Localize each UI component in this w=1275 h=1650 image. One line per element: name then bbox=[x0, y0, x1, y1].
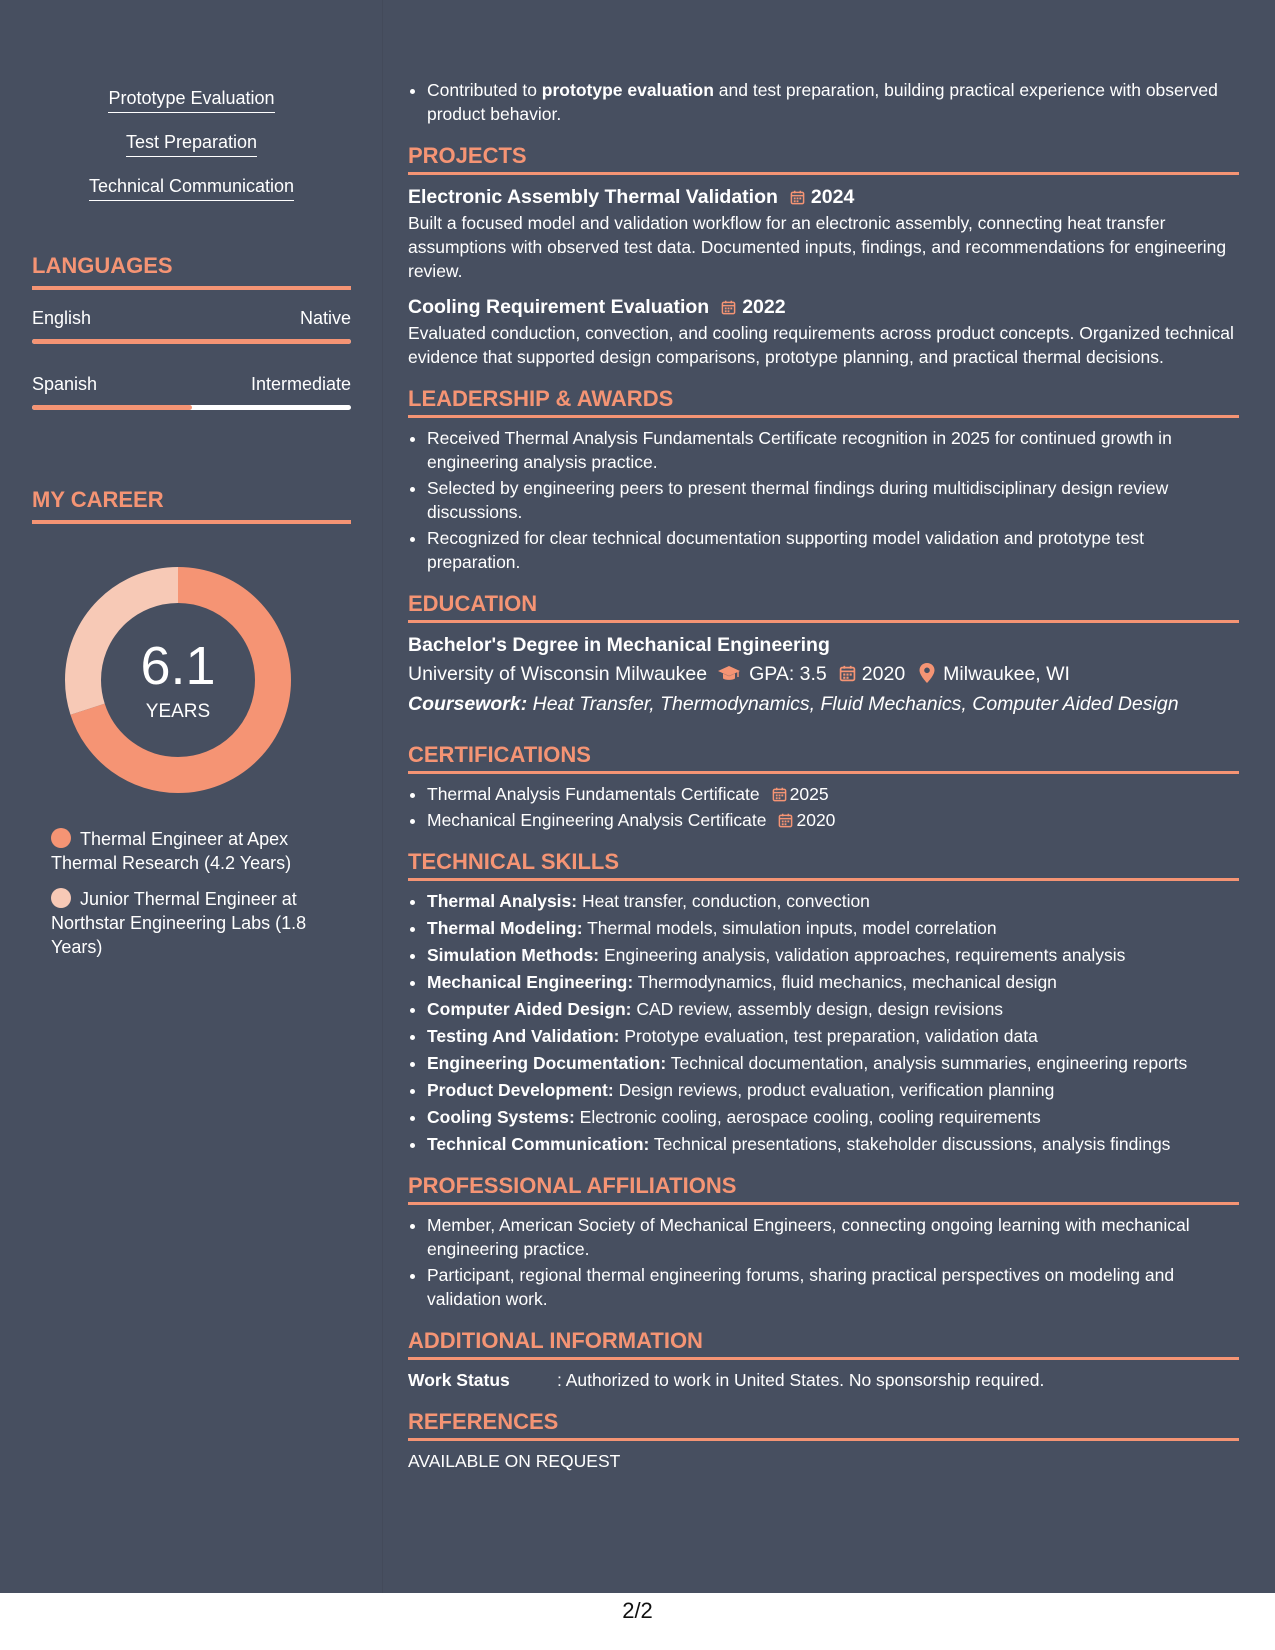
career-total-years: 6.1 bbox=[140, 636, 216, 696]
skill-tag: Technical Communication bbox=[89, 174, 294, 201]
work-status-label: Work Status bbox=[408, 1370, 510, 1390]
graduation-cap-icon bbox=[717, 665, 741, 683]
skill-label: Simulation Methods: bbox=[427, 945, 600, 965]
career-legend bbox=[32, 827, 321, 959]
section-title: PROFESSIONAL AFFILIATIONS bbox=[408, 1172, 1239, 1205]
leadership-section bbox=[408, 385, 1239, 574]
skill-value: Engineering analysis, validation approaches, requirements analysis bbox=[599, 945, 1126, 965]
section-title: CERTIFICATIONS bbox=[408, 741, 1239, 774]
project-name: Cooling Requirement Evaluation bbox=[408, 296, 710, 318]
skill-value: Technical documentation, analysis summaries, engineering reports bbox=[666, 1053, 1188, 1073]
skill-item bbox=[427, 916, 1239, 940]
skill-value: Thermodynamics, fluid mechanics, mechanical design bbox=[633, 972, 1057, 992]
coursework-label: Coursework: bbox=[408, 693, 528, 715]
affiliations-section bbox=[408, 1172, 1239, 1311]
career-legend-label: Thermal Engineer at Apex Thermal Research (4.2 Years) bbox=[51, 829, 292, 873]
sidebar bbox=[32, 0, 351, 971]
gpa: GPA: 3.5 bbox=[749, 663, 827, 685]
education-details bbox=[408, 659, 1239, 689]
certification-name: Thermal Analysis Fundamentals Certificate bbox=[427, 784, 760, 804]
skill-tag: Prototype Evaluation bbox=[108, 86, 274, 113]
skill-item bbox=[427, 1024, 1239, 1048]
section-title: EDUCATION bbox=[408, 590, 1239, 623]
career-total-unit: YEARS bbox=[145, 701, 211, 722]
school-name: University of Wisconsin Milwaukee bbox=[408, 663, 708, 685]
skill-label: Engineering Documentation: bbox=[427, 1053, 667, 1073]
leadership-bullet: • Selected by engineering peers to present thermal findings during multidisciplinary design review discussions. bbox=[427, 476, 1239, 524]
references-text: AVAILABLE ON REQUEST bbox=[408, 1451, 621, 1471]
section-title: LEADERSHIP & AWARDS bbox=[408, 385, 1239, 418]
skill-item bbox=[427, 970, 1239, 994]
skill-label: Product Development: bbox=[427, 1080, 614, 1100]
career-donut bbox=[65, 567, 291, 793]
skill-tag: Test Preparation bbox=[126, 130, 257, 157]
project-year: 2022 bbox=[742, 296, 786, 318]
project-description: Evaluated conduction, convection, and cooling requirements across product concepts. Organized technical evidence that supported design comparisons, prototype planning, and practical thermal decisions. bbox=[408, 323, 1234, 367]
skill-item bbox=[427, 1078, 1239, 1102]
column-divider bbox=[382, 0, 383, 1593]
calendar-icon bbox=[790, 190, 805, 205]
certification-year: 2020 bbox=[796, 810, 836, 830]
main-column bbox=[408, 78, 1239, 1473]
education-section bbox=[408, 590, 1239, 719]
degree-title: Bachelor's Degree in Mechanical Engineering bbox=[408, 634, 830, 656]
skill-label: Technical Communication: bbox=[427, 1134, 650, 1154]
skill-value: Technical presentations, stakeholder discussions, analysis findings bbox=[649, 1134, 1171, 1154]
additional-info-section bbox=[408, 1327, 1239, 1392]
section-title: PROJECTS bbox=[408, 142, 1239, 175]
skill-item bbox=[427, 943, 1239, 967]
graduation-year: 2020 bbox=[861, 663, 906, 685]
legend-dot-icon bbox=[51, 828, 71, 848]
leadership-bullet: • Received Thermal Analysis Fundamentals Certificate recognition in 2025 for continued growth in engineering analysis practice. bbox=[427, 426, 1239, 474]
language-name: Spanish bbox=[32, 374, 98, 394]
leadership-bullet: • Recognized for clear technical documentation supporting model validation and prototype test preparation. bbox=[427, 526, 1239, 574]
career-heading: MY CAREER bbox=[32, 486, 351, 524]
section-title: ADDITIONAL INFORMATION bbox=[408, 1327, 1239, 1360]
skill-value: Thermal models, simulation inputs, model correlation bbox=[582, 918, 997, 938]
certification-name: Mechanical Engineering Analysis Certificate bbox=[427, 810, 767, 830]
bullet-emphasis: prototype evaluation bbox=[541, 80, 714, 100]
section-title: REFERENCES bbox=[408, 1408, 1239, 1441]
project-year: 2024 bbox=[810, 186, 855, 208]
bullet-text: and test preparation, building practical experience with observed product behavior. bbox=[427, 80, 1218, 124]
skill-tags bbox=[32, 0, 351, 218]
skill-item bbox=[427, 1105, 1239, 1129]
career-section bbox=[32, 486, 351, 959]
skill-value: Prototype evaluation, test preparation, validation data bbox=[619, 1026, 1038, 1046]
project-item bbox=[408, 293, 1239, 369]
bullet-text: Contributed to bbox=[427, 80, 542, 100]
skill-value: Electronic cooling, aerospace cooling, cooling requirements bbox=[574, 1107, 1041, 1127]
legend-dot-icon bbox=[51, 888, 71, 908]
language-name: English bbox=[32, 308, 92, 328]
experience-bullet bbox=[427, 78, 1239, 126]
skill-value: Heat transfer, conduction, convection bbox=[577, 891, 870, 911]
skill-value: Design reviews, product evaluation, verification planning bbox=[613, 1080, 1055, 1100]
languages-heading: LANGUAGES bbox=[32, 252, 351, 290]
language-bar bbox=[32, 339, 351, 344]
calendar-icon bbox=[778, 813, 793, 828]
certification-year: 2025 bbox=[789, 784, 829, 804]
language-item bbox=[32, 372, 351, 410]
calendar-icon bbox=[772, 787, 787, 802]
skill-item bbox=[427, 1132, 1239, 1156]
affiliation-bullet: • Participant, regional thermal engineering forums, sharing practical perspectives on modeling and validation work. bbox=[427, 1263, 1239, 1311]
experience-continuation bbox=[408, 78, 1239, 126]
language-item bbox=[32, 306, 351, 344]
language-level: Native bbox=[299, 308, 351, 328]
skill-label: Thermal Analysis: bbox=[427, 891, 578, 911]
projects-section bbox=[408, 142, 1239, 369]
language-bar-fill bbox=[32, 339, 351, 344]
language-bar bbox=[32, 405, 351, 410]
references-section bbox=[408, 1408, 1239, 1473]
calendar-icon bbox=[839, 665, 856, 682]
technical-skills-section bbox=[408, 848, 1239, 1156]
project-description: Built a focused model and validation workflow for an electronic assembly, connecting heat transfer assumptions with observed test data. Documented inputs, findings, and recommendations for engineering review. bbox=[408, 213, 1227, 281]
project-item bbox=[408, 183, 1239, 283]
page-number: 2/2 bbox=[622, 1598, 653, 1623]
career-legend-item bbox=[51, 887, 321, 959]
skill-label: Mechanical Engineering: bbox=[427, 972, 634, 992]
work-status-row bbox=[408, 1368, 1239, 1392]
section-title: TECHNICAL SKILLS bbox=[408, 848, 1239, 881]
certification-item bbox=[427, 808, 1239, 832]
career-legend-label: Junior Thermal Engineer at Northstar Engineering Labs (1.8 Years) bbox=[51, 889, 307, 957]
language-bar-fill bbox=[32, 405, 192, 410]
skill-label: Computer Aided Design: bbox=[427, 999, 632, 1019]
skill-item bbox=[427, 1051, 1239, 1075]
skill-label: Cooling Systems: bbox=[427, 1107, 575, 1127]
school-location: Milwaukee, WI bbox=[943, 663, 1070, 685]
work-status-value: : Authorized to work in United States. No sponsorship required. bbox=[557, 1370, 1045, 1390]
coursework-list: Heat Transfer, Thermodynamics, Fluid Mechanics, Computer Aided Design bbox=[527, 693, 1179, 715]
languages-section bbox=[32, 252, 351, 410]
language-level: Intermediate bbox=[250, 374, 351, 394]
skill-item bbox=[427, 889, 1239, 913]
skill-label: Testing And Validation: bbox=[427, 1026, 620, 1046]
map-pin-icon bbox=[919, 663, 935, 683]
skill-label: Thermal Modeling: bbox=[427, 918, 583, 938]
skill-value: CAD review, assembly design, design revisions bbox=[631, 999, 1004, 1019]
affiliation-bullet: • Member, American Society of Mechanical Engineers, connecting ongoing learning with mechanical engineering practice. bbox=[427, 1213, 1239, 1261]
career-legend-item bbox=[51, 827, 321, 875]
project-name: Electronic Assembly Thermal Validation bbox=[408, 186, 778, 208]
skill-item bbox=[427, 997, 1239, 1021]
coursework bbox=[408, 689, 1239, 719]
certifications-section bbox=[408, 741, 1239, 832]
certification-item bbox=[427, 782, 1239, 806]
calendar-icon bbox=[721, 300, 736, 315]
